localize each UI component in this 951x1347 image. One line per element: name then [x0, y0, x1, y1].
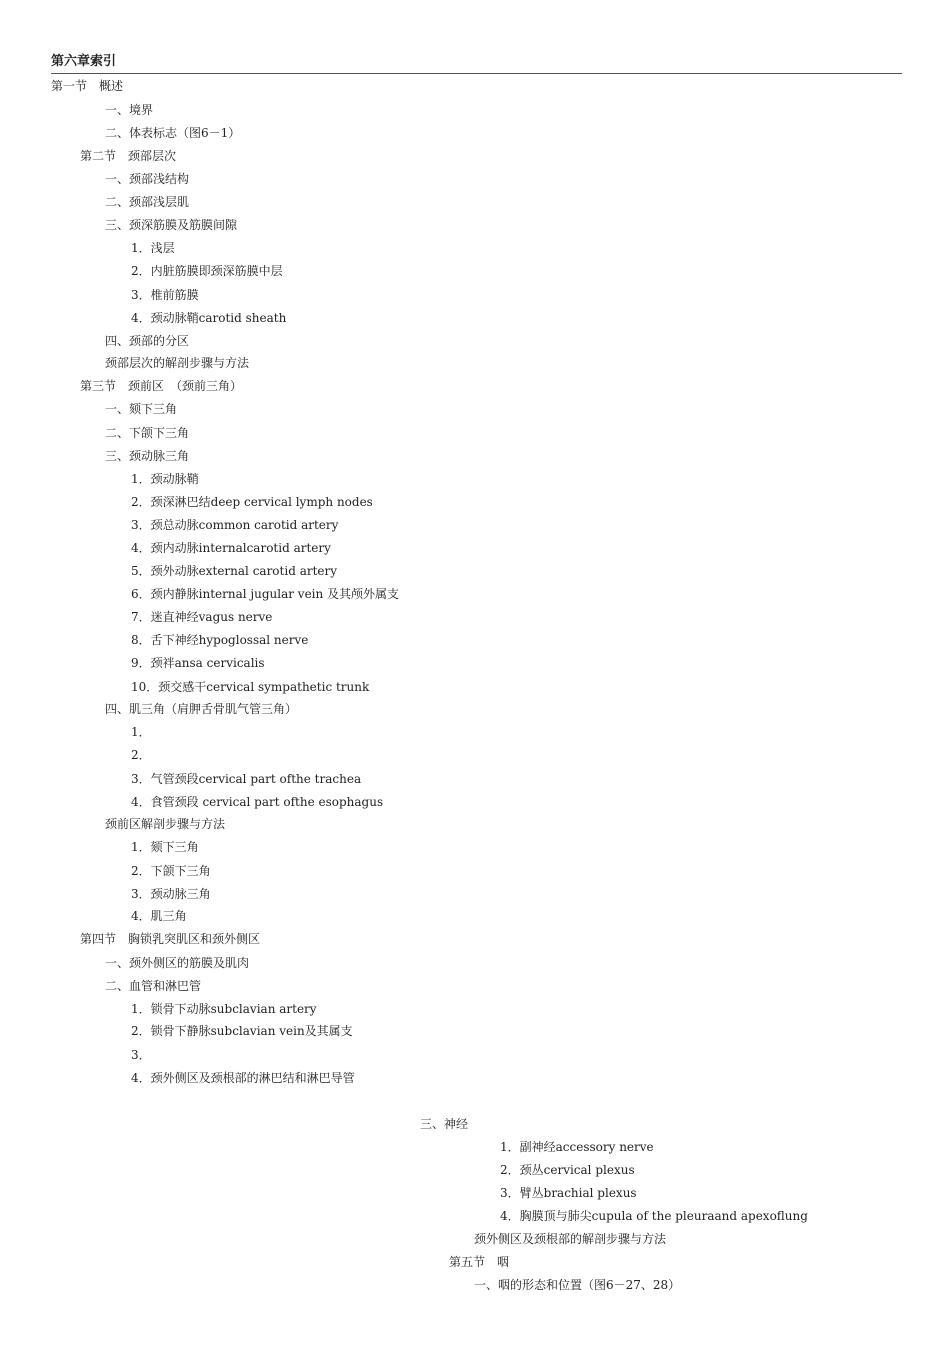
index-entry: 3．气管颈段cervical part ofthe trachea [131, 772, 362, 786]
index-entry: 三、颈动脉三角 [105, 449, 190, 463]
index-entry: 四、肌三角（肩胛舌骨肌气管三角） [105, 702, 298, 716]
index-entry: 4．颈内动脉internalcarotid artery [131, 541, 331, 555]
index-entry: 二、下颌下三角 [105, 426, 190, 440]
index-entry: 颈部层次的解剖步骤与方法 [105, 356, 250, 370]
index-entry: 1．副神经accessory nerve [500, 1140, 654, 1154]
index-entry: 二、血管和淋巴管 [105, 979, 202, 993]
index-entry: 三、颈深筋膜及筋膜间隙 [105, 218, 238, 232]
index-entry: 第一节 概述 [51, 79, 124, 93]
index-entry: 5．颈外动脉external carotid artery [131, 564, 338, 578]
index-entry: 颈前区解剖步骤与方法 [105, 817, 226, 831]
index-entry: 2．下颌下三角 [131, 864, 211, 878]
index-entry: 10．颈交感干cervical sympathetic trunk [131, 680, 370, 694]
index-entry: 1．颈动脉鞘 [131, 472, 199, 486]
index-entry: 一、咽的形态和位置（图6－27、28） [474, 1278, 681, 1292]
index-entry: 2．锁骨下静脉subclavian vein及其属支 [131, 1024, 353, 1038]
index-entry: 四、颈部的分区 [105, 334, 190, 348]
index-entry: 二、颈部浅层肌 [105, 195, 190, 209]
index-entry: 8．舌下神经hypoglossal nerve [131, 633, 309, 647]
index-entry: 4．胸膜顶与肺尖cupula of the pleuraand apexoflung [500, 1209, 808, 1223]
index-entry: 颈外侧区及颈根部的解剖步骤与方法 [474, 1232, 667, 1246]
index-entry: 7．迷直神经vagus nerve [131, 610, 273, 624]
index-entry: 3．椎前筋膜 [131, 288, 199, 302]
index-entry: 1．浅层 [131, 241, 175, 255]
index-entry: 一、颈外侧区的筋膜及肌肉 [105, 956, 250, 970]
index-entry: 6．颈内静脉internal jugular vein 及其颅外属支 [131, 587, 400, 601]
index-entry: 1． [131, 725, 151, 739]
index-entry: 1．锁骨下动脉subclavian artery [131, 1002, 317, 1016]
index-entry: 三、神经 [420, 1117, 469, 1131]
index-entry: 二、体表标志（图6－1） [105, 126, 241, 140]
index-entry: 2．内脏筋膜即颈深筋膜中层 [131, 264, 283, 278]
index-entry: 第三节 颈前区 （颈前三角） [80, 379, 243, 393]
index-entry: 3．颈动脉三角 [131, 887, 211, 901]
index-entry: 4．颈外侧区及颈根部的淋巴结和淋巴导管 [131, 1071, 355, 1085]
index-entry: 9．颈袢ansa cervicalis [131, 656, 265, 670]
index-entry: 第五节 咽 [449, 1255, 510, 1269]
index-entry: 2．颈深淋巴结deep cervical lymph nodes [131, 495, 373, 509]
index-entry: 4．食管颈段 cervical part ofthe esophagus [131, 795, 384, 809]
index-entry: 1．颏下三角 [131, 840, 199, 854]
index-entry: 2．颈丛cervical plexus [500, 1163, 635, 1177]
index-entry: 3．颈总动脉common carotid artery [131, 518, 339, 532]
index-entry: 第四节 胸锁乳突肌区和颈外侧区 [80, 932, 261, 946]
index-entry: 一、颈部浅结构 [105, 172, 190, 186]
index-entry: 3．臂丛brachial plexus [500, 1186, 637, 1200]
index-entry: 一、境界 [105, 103, 154, 117]
index-entry: 一、颏下三角 [105, 402, 178, 416]
index-entry: 3． [131, 1048, 151, 1062]
index-entry: 4．肌三角 [131, 909, 187, 923]
index-entry: 2． [131, 748, 151, 762]
chapter-index-title: 第六章索引 [51, 53, 902, 74]
index-entry: 第二节 颈部层次 [80, 149, 177, 163]
index-entry: 4．颈动脉鞘carotid sheath [131, 311, 287, 325]
